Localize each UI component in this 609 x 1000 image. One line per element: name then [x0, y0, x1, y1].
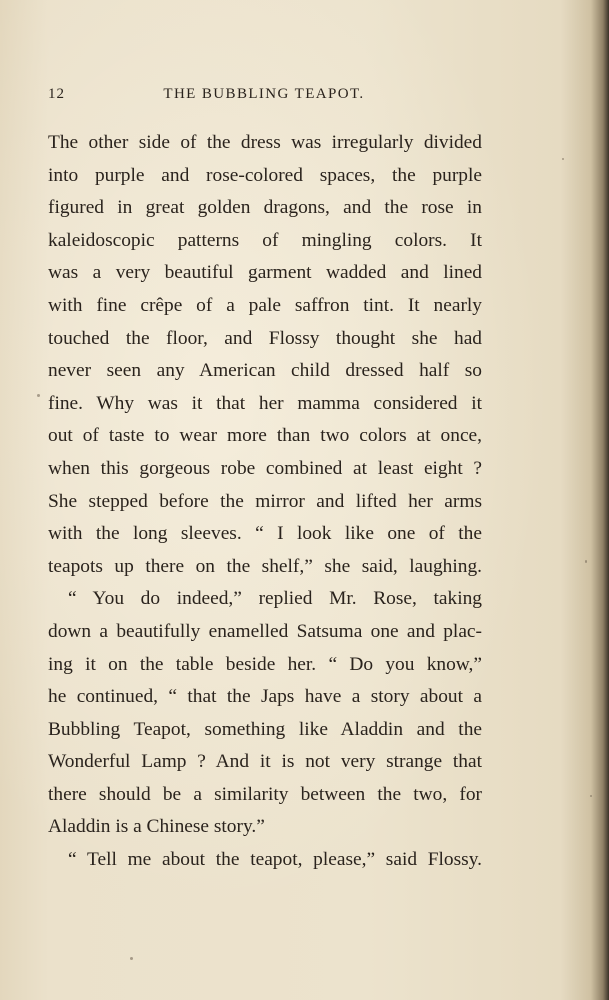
text-line: into purple and rose-colored spaces, the purple — [48, 164, 482, 186]
text-line: teapots up there on the shelf,” she said, laughing. — [48, 555, 482, 577]
text-line: when this gorgeous robe combined at least eight ? — [48, 457, 482, 479]
paper-speck — [590, 795, 592, 797]
text-line: down a beautifully enamelled Satsuma one and plac- — [48, 620, 482, 642]
text-line: with the long sleeves. “ I look like one of the — [48, 523, 482, 545]
text-line: Bubbling Teapot, something like Aladdin and the — [48, 718, 482, 740]
paper-speck — [585, 560, 587, 563]
text-line: was a very beautiful garment wadded and lined — [48, 262, 482, 284]
text-line: there should be a similarity between the two, for — [48, 783, 482, 805]
text-line: figured in great golden dragons, and the rose in — [48, 197, 482, 219]
text-line: ing it on the table beside her. “ Do you know,” — [48, 653, 482, 675]
paper-speck — [562, 158, 564, 160]
paper-speck — [37, 394, 40, 397]
text-line: with fine crêpe of a pale saffron tint. It nearly — [48, 294, 482, 316]
page-header — [48, 86, 480, 108]
text-line: “ You do indeed,” replied Mr. Rose, taking — [68, 588, 482, 610]
text-line: he continued, “ that the Japs have a story about a — [48, 686, 482, 708]
text-line: kaleidoscopic patterns of mingling colors. It — [48, 229, 482, 251]
text-line: never seen any American child dressed half so — [48, 360, 482, 382]
text-line: fine. Why was it that her mamma considered it — [48, 392, 482, 414]
text-line: out of taste to wear more than two colors at once, — [48, 425, 482, 447]
paper-speck — [130, 957, 133, 960]
text-line: touched the floor, and Flossy thought she had — [48, 327, 482, 349]
text-line: Wonderful Lamp ? And it is not very strange that — [48, 751, 482, 773]
text-line: The other side of the dress was irregularly divided — [48, 132, 482, 153]
body-text — [48, 127, 482, 877]
running-title: THE BUBBLING TEAPOT. — [163, 86, 365, 102]
text-line: Aladdin is a Chinese story.” — [48, 816, 265, 838]
text-line: “ Tell me about the teapot, please,” said Flossy. — [68, 849, 482, 871]
page-number: 12 — [48, 86, 65, 102]
text-line: She stepped before the mirror and lifted her arms — [48, 490, 482, 512]
